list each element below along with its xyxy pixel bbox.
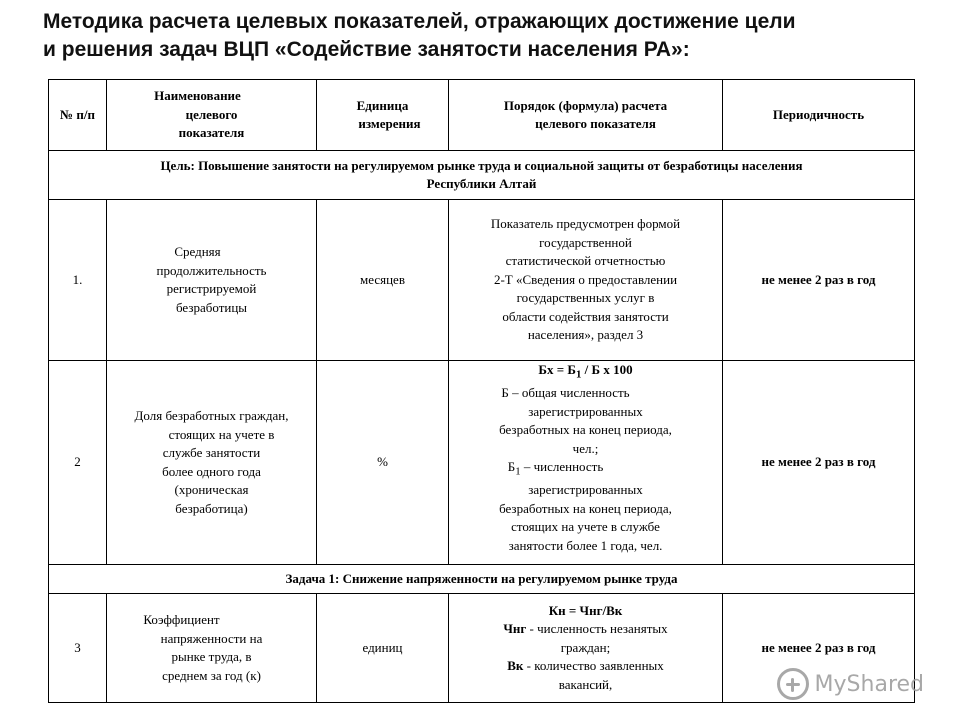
- header-unit: Единица измерения: [317, 80, 449, 151]
- watermark: [777, 668, 924, 700]
- task-text: Задача 1: Снижение напряженности на регулируемом рынке труда: [49, 565, 915, 594]
- indicator-name: Средняя продолжительность регистрируемой безработицы: [107, 200, 317, 361]
- indicator-period: не менее 2 раз в год: [723, 594, 915, 703]
- header-formula: Порядок (формула) расчета целевого показателя: [449, 80, 723, 151]
- indicator-period: не менее 2 раз в год: [723, 200, 915, 361]
- row-number: 3: [49, 594, 107, 703]
- task-row: [49, 565, 915, 594]
- header-row: [49, 80, 915, 151]
- indicator-name: Коэффициент напряженности на рынке труда, в среднем за год (к): [107, 594, 317, 703]
- row-number: 2: [49, 361, 107, 565]
- vk-line: Вк - количество заявленных: [507, 658, 664, 674]
- goal-text: Цель: Повышение занятости на регулируемом рынке труда и социальной защиты от безработицы населения Республики Алтай: [49, 151, 915, 200]
- page-title: [43, 8, 943, 64]
- row-number: 1.: [49, 200, 107, 361]
- indicator-formula: Показатель предусмотрен формой государственной статистической отчетностью 2-Т «Сведения о предоставлении государственных услуг в области содействия занятости населения», раздел 3: [449, 200, 723, 361]
- myshared-logo-icon: [777, 668, 809, 700]
- header-num: № п/п: [49, 80, 107, 151]
- formula-head: Кн = Чнг/Вк: [548, 602, 623, 618]
- formula-head: Бх = $Б_1$ / Б х 100: [538, 362, 633, 381]
- indicators-table: [48, 79, 915, 703]
- goal-row: [49, 151, 915, 200]
- title-line-2: и решения задач ВЦП «Содействие занятости населения РА»:: [43, 38, 690, 61]
- chng-line: Чнг - численность незанятых: [503, 621, 668, 637]
- indicator-unit: месяцев: [317, 200, 449, 361]
- table-row: [49, 200, 915, 361]
- indicator-formula: Бх = $Б_1$ / Б х 100 Б – общая численность зарегистрированных безработных на конец периода, чел.; $Б_1$ – численность зарегистрированных безработных на конец периода, стоящих на учете в службе занятости более 1 года, чел.: [449, 361, 723, 565]
- indicator-unit: %: [317, 361, 449, 565]
- indicator-unit: единиц: [317, 594, 449, 703]
- header-period: Периодичность: [723, 80, 915, 151]
- formula-b1-line: $Б_1$ – численность: [507, 459, 604, 478]
- title-line-1: Методика расчета целевых показателей, отражающих достижение цели: [43, 10, 796, 33]
- indicator-name: Доля безработных граждан, стоящих на учете в службе занятости более одного года (хроническая безработица): [107, 361, 317, 565]
- watermark-text: MyShared: [814, 671, 924, 697]
- indicator-period: не менее 2 раз в год: [723, 361, 915, 565]
- table-row: [49, 361, 915, 565]
- header-name: Наименование целевого показателя: [107, 80, 317, 151]
- indicator-formula: Кн = Чнг/Вк Чнг - численность незанятых граждан; Вк - количество заявленных вакансий,: [449, 594, 723, 703]
